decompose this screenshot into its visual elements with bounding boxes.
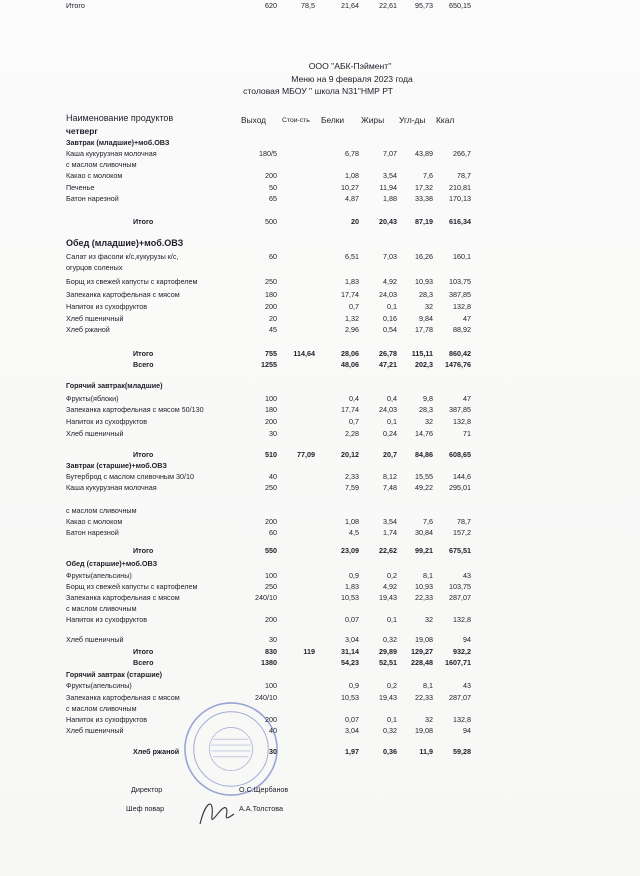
- table-row: [0, 505, 640, 516]
- cell-protein: 0,7: [349, 302, 359, 311]
- item-name: Горячий завтрак (старшие): [66, 670, 163, 679]
- table-row: [0, 301, 640, 312]
- cell-carbs: 19,08: [415, 726, 433, 735]
- item-name: Батон нарезной: [66, 194, 119, 203]
- cell-kcal: 287,07: [449, 593, 471, 602]
- section-header: [0, 669, 640, 680]
- item-name: Итого: [133, 546, 154, 555]
- cell-fat: 0,1: [387, 715, 397, 724]
- cell-carbs: 115,11: [411, 349, 433, 358]
- cell-kcal: 387,85: [449, 405, 471, 414]
- cell-output: 755: [265, 349, 277, 358]
- cell-protein: 7,59: [345, 483, 359, 492]
- cell-output: 200: [265, 715, 277, 724]
- cell-output: 20: [269, 314, 277, 323]
- item-name: Фрукты(яблоки): [66, 394, 119, 403]
- cell-kcal: 160,1: [453, 252, 471, 261]
- cell-output: 100: [265, 394, 277, 403]
- director-title: Директор: [131, 785, 163, 794]
- cell-output: 60: [269, 528, 277, 537]
- item-name: Бутерброд с маслом сливочным 30/10: [66, 472, 195, 481]
- cell-kcal: 88,92: [453, 325, 471, 334]
- cell-kcal: 132,8: [453, 615, 471, 624]
- table-row: [0, 703, 640, 714]
- cell-fat: 0,4: [387, 394, 397, 403]
- item-name: Напиток из сухофруктов: [66, 417, 148, 426]
- cell-protein: 2,28: [345, 429, 359, 438]
- cell-output: 200: [265, 302, 277, 311]
- cell-kcal: 78,7: [457, 171, 471, 180]
- item-name: с маслом сливочным: [66, 506, 137, 515]
- cell-carbs: 228,48: [411, 658, 433, 667]
- cell-protein: 17,74: [341, 290, 359, 299]
- total-row: [0, 449, 640, 460]
- cell-kcal: 608,65: [449, 450, 471, 459]
- cell-protein: 10,53: [341, 593, 359, 602]
- chef-name: А.А.Толстова: [239, 804, 283, 813]
- cell-protein: 31,14: [341, 647, 359, 656]
- col-header-cost: Стои-сть: [282, 117, 310, 124]
- cell-protein: 20,12: [341, 450, 359, 459]
- col-header-name: Наименование продуктов: [66, 113, 174, 123]
- cell-protein: 0,9: [349, 681, 359, 690]
- cell-fat: 22,62: [379, 546, 397, 555]
- cell-output: 200: [265, 517, 277, 526]
- item-name: Итого: [66, 1, 85, 10]
- table-row: [0, 0, 640, 11]
- total-row: [0, 746, 640, 757]
- item-name: Запеканка картофельная с мясом: [66, 290, 180, 299]
- table-row: [0, 570, 640, 581]
- col-header-kcal: Ккал: [436, 115, 455, 125]
- cell-kcal: 650,15: [449, 1, 471, 10]
- cell-carbs: 22,33: [415, 693, 433, 702]
- cell-output: 200: [265, 171, 277, 180]
- cell-protein: 48,06: [341, 360, 359, 369]
- table-row: [0, 428, 640, 439]
- cell-output: 240/10: [255, 593, 277, 602]
- total-row: [0, 348, 640, 359]
- cell-protein: 10,53: [341, 693, 359, 702]
- table-row: [0, 634, 640, 645]
- table-row: [0, 416, 640, 427]
- item-name: Итого: [133, 349, 154, 358]
- cell-fat: 24,03: [379, 290, 397, 299]
- item-name: Итого: [133, 217, 154, 226]
- cell-fat: 4,92: [383, 277, 397, 286]
- cell-protein: 4,5: [349, 528, 359, 537]
- section-header: [0, 137, 640, 148]
- cell-carbs: 87,19: [415, 217, 433, 226]
- cell-protein: 1,83: [345, 277, 359, 286]
- item-name: Хлеб пшеничный: [66, 726, 124, 735]
- cell-kcal: 616,34: [449, 217, 471, 226]
- cell-carbs: 202,3: [415, 360, 433, 369]
- cell-protein: 20: [351, 217, 359, 226]
- table-row: [0, 714, 640, 725]
- cell-output: 250: [265, 483, 277, 492]
- cell-kcal: 132,8: [453, 417, 471, 426]
- cell-protein: 3,04: [345, 726, 359, 735]
- cell-protein: 3,04: [345, 635, 359, 644]
- cell-kcal: 103,75: [449, 277, 471, 286]
- item-name: с маслом сливочным: [66, 160, 137, 169]
- cell-protein: 54,23: [341, 658, 359, 667]
- cell-kcal: 47: [463, 314, 471, 323]
- total-row: [0, 545, 640, 556]
- item-name: Обед (старшие)+моб.ОВЗ: [66, 559, 158, 568]
- cell-output: 30: [269, 429, 277, 438]
- cell-fat: 7,48: [383, 483, 397, 492]
- cell-kcal: 71: [463, 429, 471, 438]
- cell-fat: 0,32: [383, 635, 397, 644]
- cell-fat: 19,43: [379, 693, 397, 702]
- cell-kcal: 266,7: [453, 149, 471, 158]
- cell-output: 40: [269, 472, 277, 481]
- cell-carbs: 22,33: [415, 593, 433, 602]
- table-row: [0, 393, 640, 404]
- cell-fat: 0,2: [387, 681, 397, 690]
- cell-fat: 26,78: [379, 349, 397, 358]
- item-name: Какао с молоком: [66, 171, 123, 180]
- cell-output: 200: [265, 615, 277, 624]
- cell-protein: 0,4: [349, 394, 359, 403]
- table-row: [0, 471, 640, 482]
- cell-kcal: 287,07: [449, 693, 471, 702]
- cell-carbs: 84,86: [415, 450, 433, 459]
- cell-fat: 22,61: [379, 1, 397, 10]
- cell-kcal: 43: [463, 571, 471, 580]
- menu-date: Меню на 9 февраля 2023 года: [291, 74, 413, 84]
- cell-kcal: 132,8: [453, 715, 471, 724]
- cell-protein: 1,83: [345, 582, 359, 591]
- item-name: Запеканка картофельная с мясом: [66, 693, 180, 702]
- cell-carbs: 33,38: [415, 194, 433, 203]
- cell-protein: 2,33: [345, 472, 359, 481]
- director-name: О.С.Щербанов: [239, 785, 289, 794]
- cell-protein: 0,9: [349, 571, 359, 580]
- cell-carbs: 19,08: [415, 635, 433, 644]
- cell-carbs: 10,93: [415, 277, 433, 286]
- cell-carbs: 43,89: [415, 149, 433, 158]
- cell-kcal: 387,85: [449, 290, 471, 299]
- cell-output: 830: [265, 647, 277, 656]
- cell-fat: 0,36: [383, 747, 397, 756]
- cell-fat: 4,92: [383, 582, 397, 591]
- cell-protein: 23,09: [341, 546, 359, 555]
- cell-output: 100: [265, 681, 277, 690]
- table-row: [0, 276, 640, 287]
- table-row: [0, 170, 640, 181]
- cell-output: 60: [269, 252, 277, 261]
- item-name: Борщ из свежей капусты с картофелем: [66, 582, 198, 591]
- cell-fat: 11,94: [379, 183, 397, 192]
- table-row: [0, 193, 640, 204]
- total-row: [0, 359, 640, 370]
- cell-kcal: 43: [463, 681, 471, 690]
- cell-fat: 1,74: [383, 528, 397, 537]
- cell-kcal: 1607,71: [445, 658, 471, 667]
- item-name: Хлеб пшеничный: [66, 429, 124, 438]
- item-name: Итого: [133, 647, 154, 656]
- item-name: Всего: [133, 360, 154, 369]
- cell-output: 30: [269, 747, 277, 756]
- cell-fat: 0,1: [387, 417, 397, 426]
- item-name: Запеканка картофельная с мясом 50/130: [66, 405, 204, 414]
- cell-protein: 10,27: [341, 183, 359, 192]
- cell-output: 180: [265, 290, 277, 299]
- cell-fat: 7,07: [383, 149, 397, 158]
- cell-protein: 17,74: [341, 405, 359, 414]
- cell-output: 45: [269, 325, 277, 334]
- cell-kcal: 157,2: [453, 528, 471, 537]
- cell-protein: 0,07: [345, 715, 359, 724]
- school-seal: [182, 700, 280, 798]
- item-name: Напиток из сухофруктов: [66, 302, 148, 311]
- cell-carbs: 32: [425, 417, 433, 426]
- cell-kcal: 144,6: [453, 472, 471, 481]
- total-row: [0, 216, 640, 227]
- cell-fat: 0,1: [387, 615, 397, 624]
- cell-carbs: 99,21: [415, 546, 433, 555]
- table-row: [0, 148, 640, 159]
- cell-protein: 4,87: [345, 194, 359, 203]
- table-row: [0, 680, 640, 691]
- cell-fat: 47,21: [379, 360, 397, 369]
- cell-fat: 20,43: [379, 217, 397, 226]
- item-name: огурцов соленых: [66, 263, 123, 272]
- cell-kcal: 675,51: [449, 546, 471, 555]
- item-name: Какао с молоком: [66, 517, 123, 526]
- total-row: [0, 646, 640, 657]
- cell-fat: 0,24: [383, 429, 397, 438]
- cell-cost: 78,5: [301, 1, 315, 10]
- table-row: [0, 581, 640, 592]
- cell-fat: 0,2: [387, 571, 397, 580]
- table-row: [0, 692, 640, 703]
- cell-fat: 20,7: [383, 450, 397, 459]
- cell-fat: 24,03: [379, 405, 397, 414]
- cell-carbs: 32: [425, 715, 433, 724]
- cell-kcal: 94: [463, 726, 471, 735]
- item-name: Хлеб ржаной: [66, 325, 110, 334]
- table-row: [0, 614, 640, 625]
- cell-carbs: 7,6: [423, 517, 433, 526]
- item-name: с маслом сливочным: [66, 704, 137, 713]
- cell-protein: 1,32: [345, 314, 359, 323]
- weekday: четверг: [66, 126, 98, 136]
- table-row: [0, 516, 640, 527]
- cell-fat: 19,43: [379, 593, 397, 602]
- item-name: Обед (младшие)+моб.ОВЗ: [66, 238, 184, 248]
- cell-kcal: 59,28: [453, 747, 471, 756]
- item-name: Напиток из сухофруктов: [66, 715, 148, 724]
- cell-carbs: 10,93: [415, 582, 433, 591]
- cell-kcal: 1476,76: [445, 360, 471, 369]
- cell-output: 250: [265, 277, 277, 286]
- cell-carbs: 11,9: [419, 747, 433, 756]
- cell-kcal: 170,13: [449, 194, 471, 203]
- col-header-fat: Жиры: [361, 115, 385, 125]
- item-name: с маслом сливочным: [66, 604, 137, 613]
- cell-fat: 52,51: [379, 658, 397, 667]
- cell-fat: 0,1: [387, 302, 397, 311]
- cell-output: 250: [265, 582, 277, 591]
- cell-output: 510: [265, 450, 277, 459]
- cell-carbs: 7,6: [423, 171, 433, 180]
- cell-output: 50: [269, 183, 277, 192]
- cell-carbs: 8,1: [423, 571, 433, 580]
- item-name: Салат из фасоли к/с,кукурузы к/с,: [66, 252, 179, 261]
- item-name: Фрукты(апельсины): [66, 681, 132, 690]
- item-name: Борщ из свежей капусты с картофелем: [66, 277, 198, 286]
- table-row: [0, 251, 640, 262]
- table-row: [0, 527, 640, 538]
- cell-kcal: 295,01: [449, 483, 471, 492]
- cell-output: 1380: [261, 658, 277, 667]
- table-row: [0, 159, 640, 170]
- cell-output: 240/10: [255, 693, 277, 702]
- table-row: [0, 592, 640, 603]
- cell-kcal: 210,81: [449, 183, 471, 192]
- table-row: [0, 725, 640, 736]
- cell-carbs: 9,8: [423, 394, 433, 403]
- item-name: Итого: [133, 450, 154, 459]
- item-name: Запеканка картофельная с мясом: [66, 593, 180, 602]
- item-name: Завтрак (старшие)+моб.ОВЗ: [66, 461, 167, 470]
- cell-fat: 7,03: [383, 252, 397, 261]
- cell-carbs: 15,55: [415, 472, 433, 481]
- item-name: Батон нарезной: [66, 528, 119, 537]
- cell-carbs: 32: [425, 615, 433, 624]
- item-name: Хлеб ржаной: [133, 747, 180, 756]
- table-row: [0, 262, 640, 273]
- table-row: [0, 603, 640, 614]
- item-name: Хлеб пшеничный: [66, 635, 124, 644]
- cell-carbs: 28,3: [419, 290, 433, 299]
- cell-carbs: 14,76: [415, 429, 433, 438]
- cell-fat: 0,32: [383, 726, 397, 735]
- cell-fat: 29,89: [379, 647, 397, 656]
- cell-fat: 1,88: [383, 194, 397, 203]
- cell-fat: 0,16: [383, 314, 397, 323]
- cell-carbs: 17,32: [415, 183, 433, 192]
- cell-protein: 1,97: [345, 747, 359, 756]
- cell-cost: 119: [303, 647, 315, 656]
- cell-output: 65: [269, 194, 277, 203]
- section-header: [0, 558, 640, 569]
- cell-carbs: 30,84: [415, 528, 433, 537]
- cell-protein: 1,08: [345, 171, 359, 180]
- col-header-protein: Белки: [321, 115, 345, 125]
- cell-carbs: 129,27: [411, 647, 433, 656]
- company-name: ООО "АБК-Пэймент": [308, 61, 392, 71]
- cell-fat: 3,54: [383, 517, 397, 526]
- cell-kcal: 103,75: [449, 582, 471, 591]
- canteen-name: столовая МБОУ " школа N31"НМР РТ: [243, 86, 393, 96]
- table-row: [0, 404, 640, 415]
- cell-protein: 0,07: [345, 615, 359, 624]
- cell-carbs: 28,3: [419, 405, 433, 414]
- cell-cost: 77,09: [297, 450, 315, 459]
- cell-output: 30: [269, 635, 277, 644]
- cell-protein: 6,51: [345, 252, 359, 261]
- table-row: [0, 482, 640, 493]
- col-header-output: Выход: [241, 115, 267, 125]
- total-row: [0, 657, 640, 668]
- cell-protein: 1,08: [345, 517, 359, 526]
- cell-kcal: 932,2: [453, 647, 471, 656]
- item-name: Печенье: [66, 183, 95, 192]
- item-name: Горячий завтрак(младшие): [66, 381, 163, 390]
- cell-protein: 21,64: [341, 1, 359, 10]
- cell-kcal: 860,42: [449, 349, 471, 358]
- item-name: Каша кукурузная молочная: [66, 483, 157, 492]
- cell-kcal: 94: [463, 635, 471, 644]
- cell-protein: 6,78: [345, 149, 359, 158]
- cell-output: 180: [265, 405, 277, 414]
- cell-output: 100: [265, 571, 277, 580]
- cell-fat: 0,54: [383, 325, 397, 334]
- chef-title: Шеф повар: [126, 804, 165, 813]
- section-header: [0, 460, 640, 471]
- item-name: Хлеб пшеничный: [66, 314, 124, 323]
- table-row: [0, 182, 640, 193]
- cell-protein: 2,96: [345, 325, 359, 334]
- cell-carbs: 49,22: [415, 483, 433, 492]
- cell-kcal: 132,8: [453, 302, 471, 311]
- cell-kcal: 47: [463, 394, 471, 403]
- table-row: [0, 324, 640, 335]
- item-name: Напиток из сухофруктов: [66, 615, 148, 624]
- cell-carbs: 95,73: [415, 1, 433, 10]
- cell-carbs: 16,26: [415, 252, 433, 261]
- table-row: [0, 313, 640, 324]
- cell-output: 40: [269, 726, 277, 735]
- cell-protein: 0,7: [349, 417, 359, 426]
- cell-output: 200: [265, 417, 277, 426]
- cell-carbs: 32: [425, 302, 433, 311]
- cell-kcal: 78,7: [457, 517, 471, 526]
- item-name: Всего: [133, 658, 154, 667]
- cell-protein: 28,06: [341, 349, 359, 358]
- table-row: [0, 289, 640, 300]
- cell-output: 1255: [261, 360, 277, 369]
- cell-fat: 8,12: [383, 472, 397, 481]
- cell-output: 180/5: [259, 149, 277, 158]
- chef-signature: [196, 794, 238, 830]
- cell-output: 550: [265, 546, 277, 555]
- cell-output: 620: [265, 1, 277, 10]
- cell-cost: 114,64: [293, 349, 315, 358]
- section-header: [0, 380, 640, 391]
- item-name: Фрукты(апельсины): [66, 571, 132, 580]
- cell-fat: 3,54: [383, 171, 397, 180]
- col-header-carbs: Угл-ды: [399, 115, 426, 125]
- cell-carbs: 17,78: [415, 325, 433, 334]
- cell-carbs: 9,84: [419, 314, 433, 323]
- item-name: Каша кукурузная молочная: [66, 149, 157, 158]
- cell-output: 500: [265, 217, 277, 226]
- section-header: [0, 238, 640, 249]
- item-name: Завтрак (младшие)+моб.ОВЗ: [66, 138, 170, 147]
- cell-carbs: 8,1: [423, 681, 433, 690]
